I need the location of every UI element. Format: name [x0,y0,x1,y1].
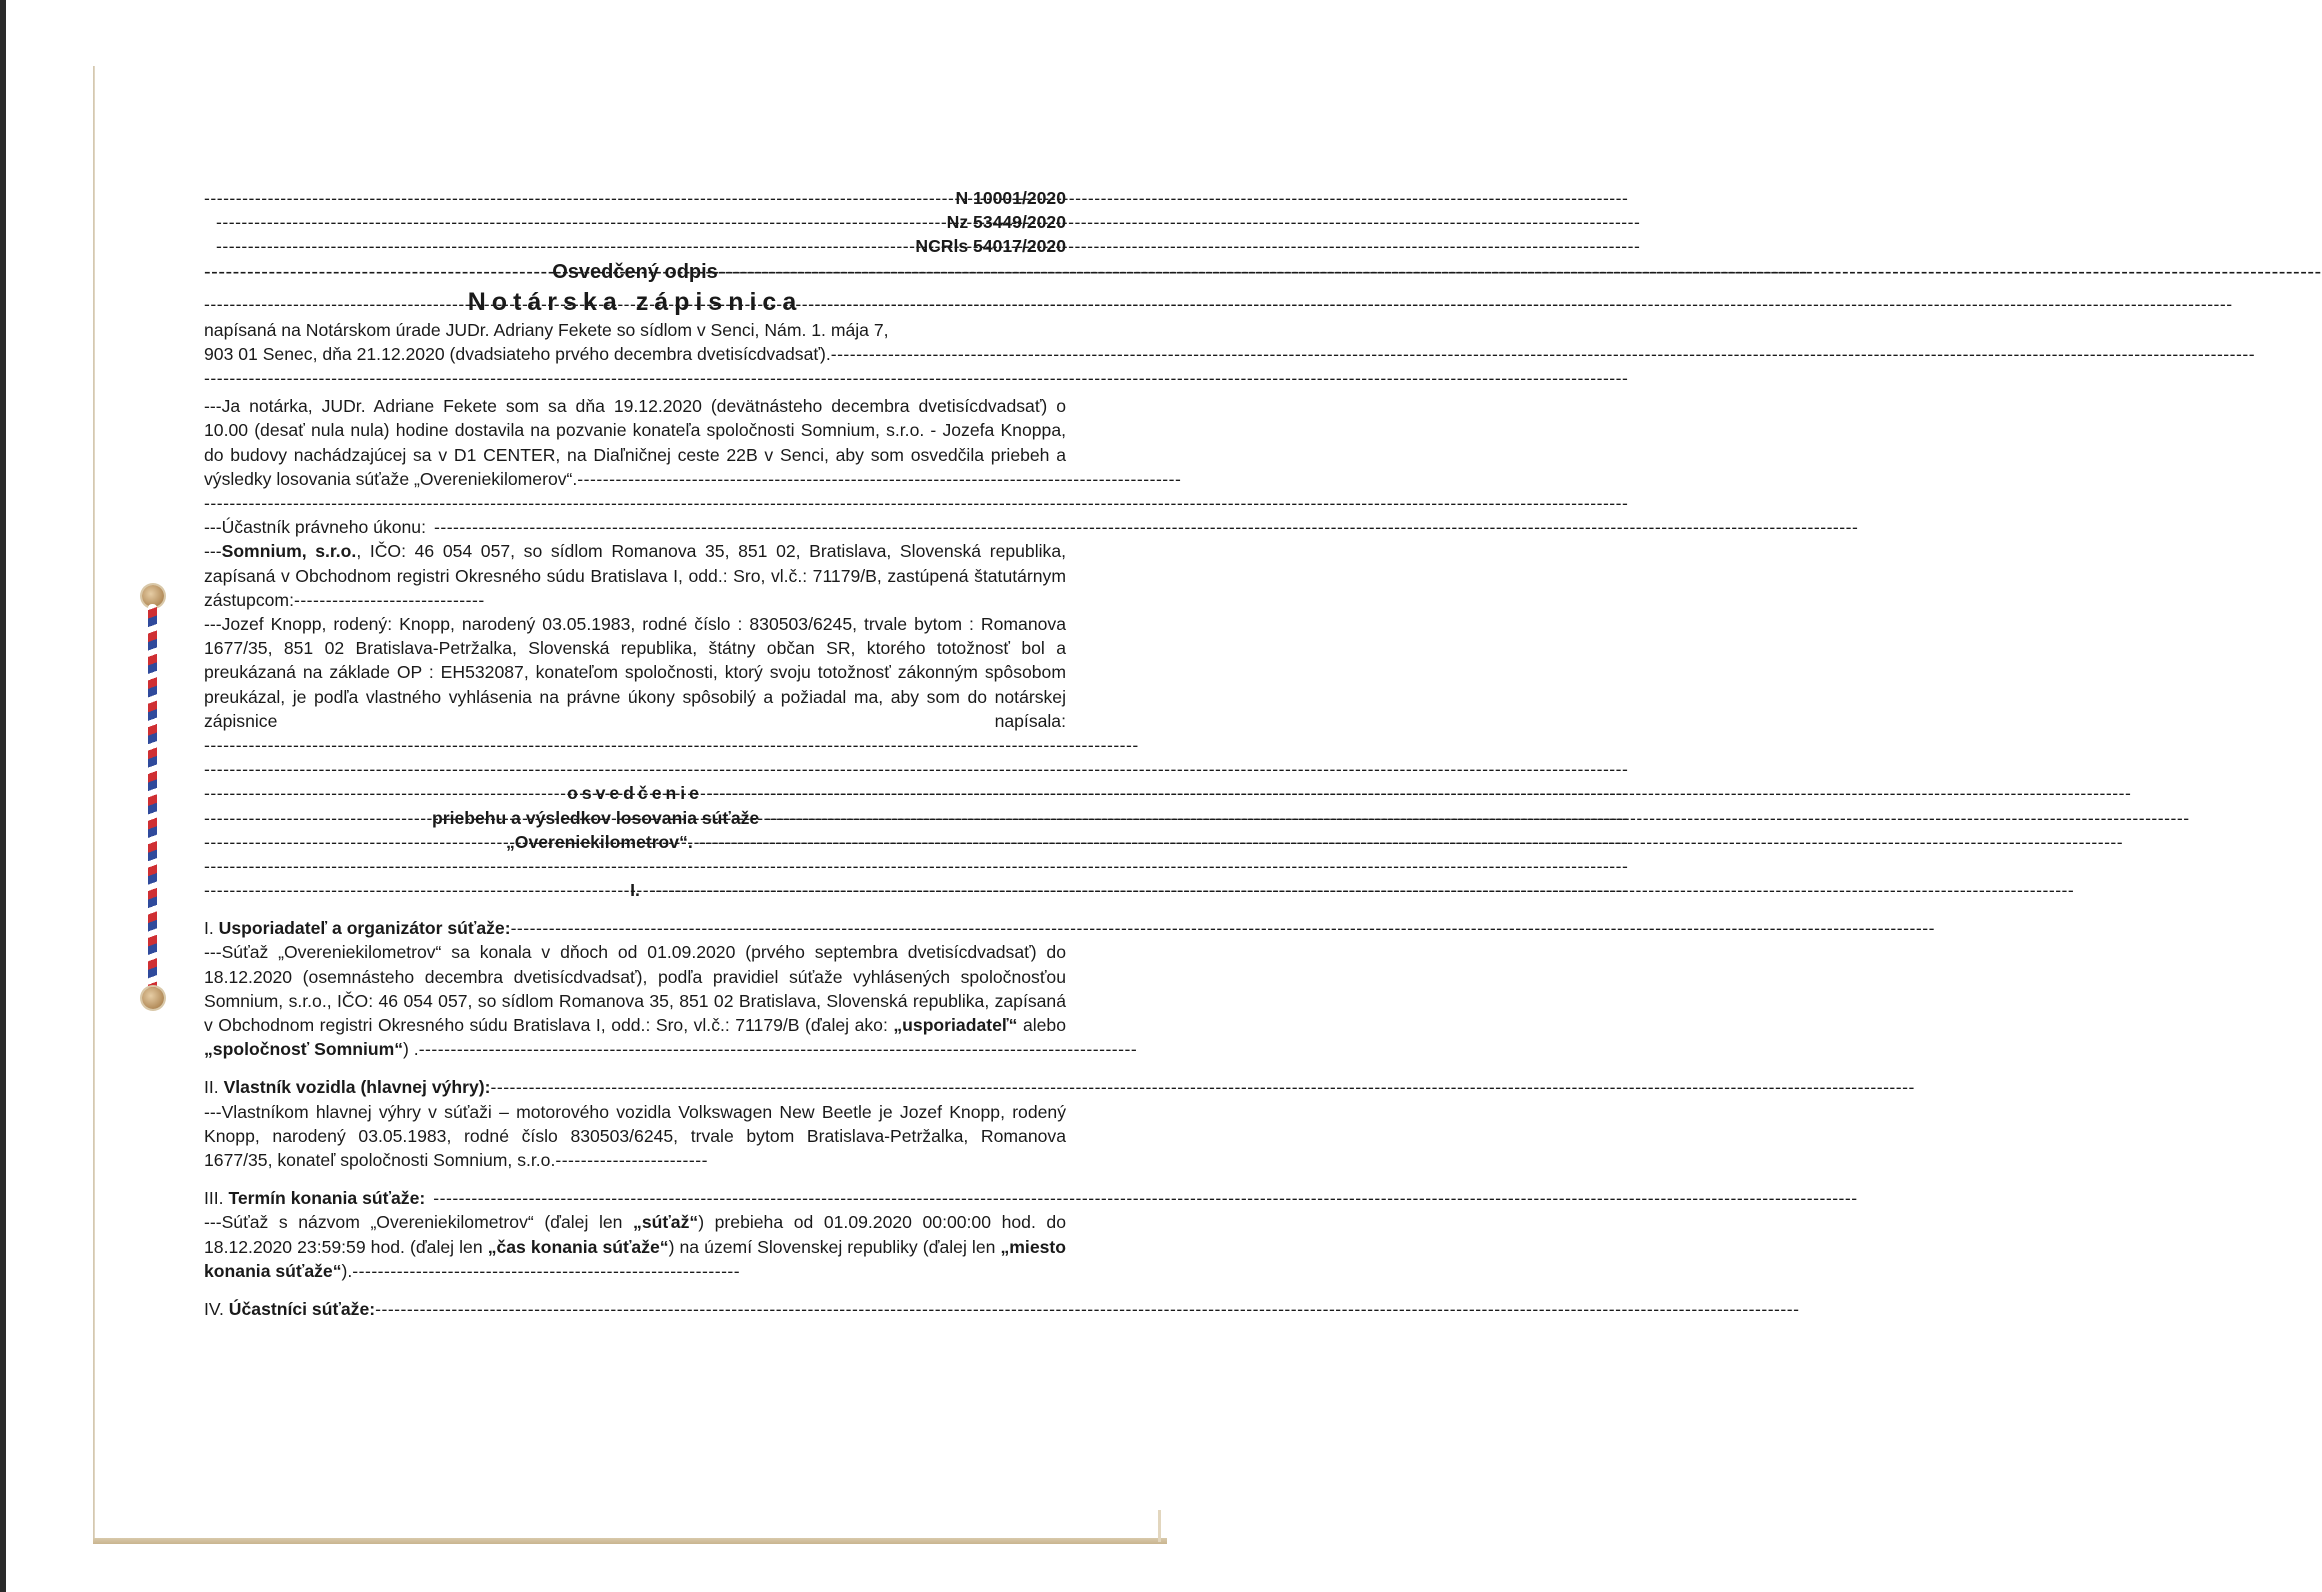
page-right-edge [1158,1510,1161,1542]
ref-line-n [204,186,1066,210]
certification-word: osvedčenie [567,783,703,804]
intro-text-2: 903 01 Senec, dňa 21.12.2020 (dvadsiateho prvého decembra dvetisícdvadsať). [204,343,831,364]
certification-contest-name: „Overeniekilometrov“. [506,831,693,852]
doc-title: Notárska zápisnica [467,287,803,316]
viewer-left-border [0,0,6,1592]
participant-person: ---Jozef Knopp, rodený: Knopp, narodený 03.05.1983, rodné číslo : 830503/6245, trvale bytom : Romanova 1677/35, 851 02 Bratislava-Petržalka, Slovenská republika, štátny občan SR, ktorého totožnosť bol a preukázaná na základe OP : EH532087, konateľom spoločnosti, ktorý svoju totožnosť zákonným spôsobom preukázal, je podľa vlastného vyhlásenia na právne úkony spôsobilý a požiadal ma, aby som do notárskej zápisnice napísala:--------------------------------------------------------------------------------------------------------------------------------------------------- [204,613,1139,755]
ref-line-nz [204,210,1066,234]
company-details: , IČO: 46 054 057, so sídlom Romanova 35, 851 02, Bratislava, Slovenská republika, zapísaná v Obchodnom registri Okresného súdu Bratislava I, odd.: Sro, vl.č.: 71179/B, zastúpená štatutárnym zástupcom: [204,541,1067,610]
certification-line-3 [204,830,1066,854]
roman-line [204,878,1066,902]
duration-term: „čas konania súťaže“ [487,1236,669,1257]
notary-paragraph: ---Ja notárka, JUDr. Adriane Fekete som sa dňa 19.12.2020 (devätnásteho decembra dvetisícdvadsať) o 10.00 (desať nula nula) hodine dostavila na pozvanie konateľa spoločnosti Somnium, s.r.o. - Jozefa Knoppa, do budovy nachádzajúcej sa v D1 CENTER, na Diaľničnej ceste 22B v Senci, aby som osvedčila priebeh a výsledky losovania súťaže „Overeniekilomerov“.----------------------------------------------------------------------------------------------- [204,396,1182,489]
ref-line-ncrls [204,234,1066,258]
section-2-title: Vlastník vozidla (hlavnej výhry): [223,1077,491,1098]
contest-term: „súťaž“ [633,1212,699,1233]
section-4-number: IV. [204,1299,224,1320]
company-name: Somnium, s.r.o. [221,541,357,562]
separator-line [204,854,1066,878]
page-bottom-edge [93,1538,1167,1544]
participant-heading-line [204,515,1066,539]
section-1-number: I. [204,918,214,939]
intro-text-1: napísaná na Notárskom úrade JUDr. Adriany Fekete so sídlom v Senci, Nám. 1. mája 7, [204,319,889,340]
section-3-number: III. [204,1188,224,1209]
ref-ncrls: NCRls 54017/2020 [915,236,1066,257]
organizer-term: „usporiadateľ“ [893,1015,1018,1036]
ref-nz: Nz 53449/2020 [946,212,1066,233]
intro-line-1 [204,318,1066,342]
participant-heading: ---Účastník právneho úkonu: [204,517,426,538]
section-2-text: ---Vlastníkom hlavnej výhry v súťaži – motorového vozidla Volkswagen New Beetle je Jozef Knopp, rodený Knopp, narodený 03.05.1983, rodné číslo 830503/6245, trvale bytom Bratislava-Petržalka, Romanova 1677/35, konateľ spoločnosti Somnium, s.r.o.------------------------ [204,1101,1066,1171]
section-2-number: II. [204,1077,219,1098]
section-1-text: ---Súťaž „Overeniekilometrov“ sa konala v dňoch od 01.09.2020 (prvého septembra dvetisícdvadsať) do 18.12.2020 (osemnásteho decembra dvetisícdvadsať), podľa pravidiel súťaže vyhlásených spoločnosťou Somnium, s.r.o., IČO: 46 054 057, so sídlom Romanova 35, 851 02 Bratislava, Slovenská republika, zapísaná v Obchodnom registri Okresného súdu Bratislava I, odd.: Sro, vl.č.: 71179/B (ďalej ako: „usporiadateľ“ alebo „spoločnosť Somnium“) .----------------------------------------------------------------------------------------------------------------- [204,942,1138,1060]
section-3-heading [204,1186,1066,1210]
company-term: „spoločnosť Somnium“ [204,1039,404,1060]
separator-line [204,757,1066,781]
copy-title: Osvedčený odpis [552,260,718,283]
section-2-heading [204,1075,1066,1099]
doc-title-line [204,286,1066,318]
certification-subject: priebehu a výsledkov losovania súťaže [432,807,760,828]
section-3-title: Termín konania súťaže: [228,1188,426,1209]
intro-line-2 [204,342,1066,366]
certification-line-2 [204,806,1066,830]
tricolor-binding-cord [148,604,157,990]
separator-line [204,366,1066,390]
section-4-heading [204,1297,1066,1321]
separator-line [204,491,1066,515]
notarial-document [204,186,1182,1321]
section-1-title: Usporiadateľ a organizátor súťaže: [218,918,511,939]
participant-company: ---Somnium, s.r.o., IČO: 46 054 057, so sídlom Romanova 35, 851 02, Bratislava, Slovenská republika, zapísaná v Obchodnom registri Okresného súdu Bratislava I, odd.: Sro, vl.č.: 71179/B, zastúpená štatutárnym zástupcom:------------------------------ [204,541,1067,610]
person-details: ---Jozef Knopp, rodený: Knopp, narodený 03.05.1983, rodné číslo : 830503/6245, trvale bytom : Romanova 1677/35, 851 02 Bratislava-Petržalka, Slovenská republika, štátny občan SR, ktorého totožnosť bol a preukázaná na základe OP : EH532087, konateľom spoločnosti, ktorý svoju totožnosť zákonným spôsobom preukázal, je podľa vlastného vyhlásenia na právne úkony spôsobilý a požiadal ma, aby som do notárskej zápisnice napísala: [204,613,1066,731]
roman-numeral: I. [630,880,640,901]
ref-n: N 10001/2020 [955,188,1066,208]
certification-line-1 [204,781,1066,805]
venue-term: „miesto konania súťaže“ [204,1236,1066,1281]
section-4-title: Účastníci súťaže: [228,1299,376,1320]
section-1-heading [204,916,1066,940]
page-left-edge [93,66,95,1542]
section-3-text: ---Súťaž s názvom „Overeniekilometrov“ (ďalej len „súťaž“) prebieha od 01.09.2020 00:00:00 hod. do 18.12.2020 23:59:59 hod. (ďalej len „čas konania súťaže“) na území Slovenskej republiky (ďalej len „miesto konania súťaže“).------------------------------------------------------------- [204,1212,1066,1281]
notary-text: ---Ja notárka, JUDr. Adriane Fekete som sa dňa 19.12.2020 (devätnásteho decembra dvetisícdvadsať) o 10.00 (desať nula nula) hodine dostavila na pozvanie konateľa spoločnosti Somnium, s.r.o. - Jozefa Knoppa, do budovy nachádzajúcej sa v D1 CENTER, na Diaľničnej ceste 22B v Senci, aby som osvedčila priebeh a výsledky losovania súťaže „Overeniekilomerov“. [204,396,1066,489]
copy-title-line [204,259,1066,286]
binding-grommet-bottom [142,987,164,1009]
